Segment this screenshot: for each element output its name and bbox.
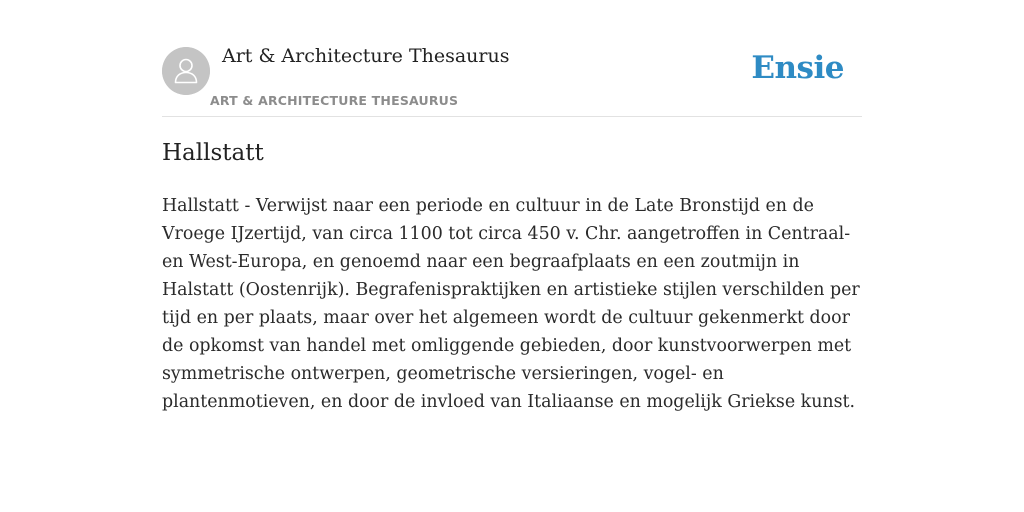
entry-definition: Hallstatt - Verwijst naar een periode en cultuur in de Late Bronstijd en de Vroege IJzertijd, van circa 1100 tot circa 450 v. Chr. aangetroffen in Centraal- en West-Europa, en genoemd naar een begraafplaats en een zoutmijn in Halstatt (Oostenrijk). Begrafenispraktijken en artistieke stijlen verschilden per tijd en per plaats, maar over het algemeen wordt de cultuur gekenmerkt door de opkomst van handel met omliggende gebieden, door kunstvoorwerpen met symmetrische ontwerpen, geometrische versieringen, vogel- en plantenmotieven, en door de invloed van Italiaanse en mogelijk Griekse kunst.	[162, 196, 860, 412]
page-container	[162, 0, 862, 412]
entry-header	[162, 0, 862, 117]
avatar[interactable]	[162, 47, 210, 95]
author-name-link[interactable]: Art & Architecture Thesaurus	[222, 45, 510, 67]
user-icon	[162, 47, 210, 95]
source-label: ART & ARCHITECTURE THESAURUS	[210, 93, 459, 108]
entry-title: Hallstatt	[162, 140, 264, 166]
ensie-logo[interactable]: Ensie	[751, 50, 844, 86]
